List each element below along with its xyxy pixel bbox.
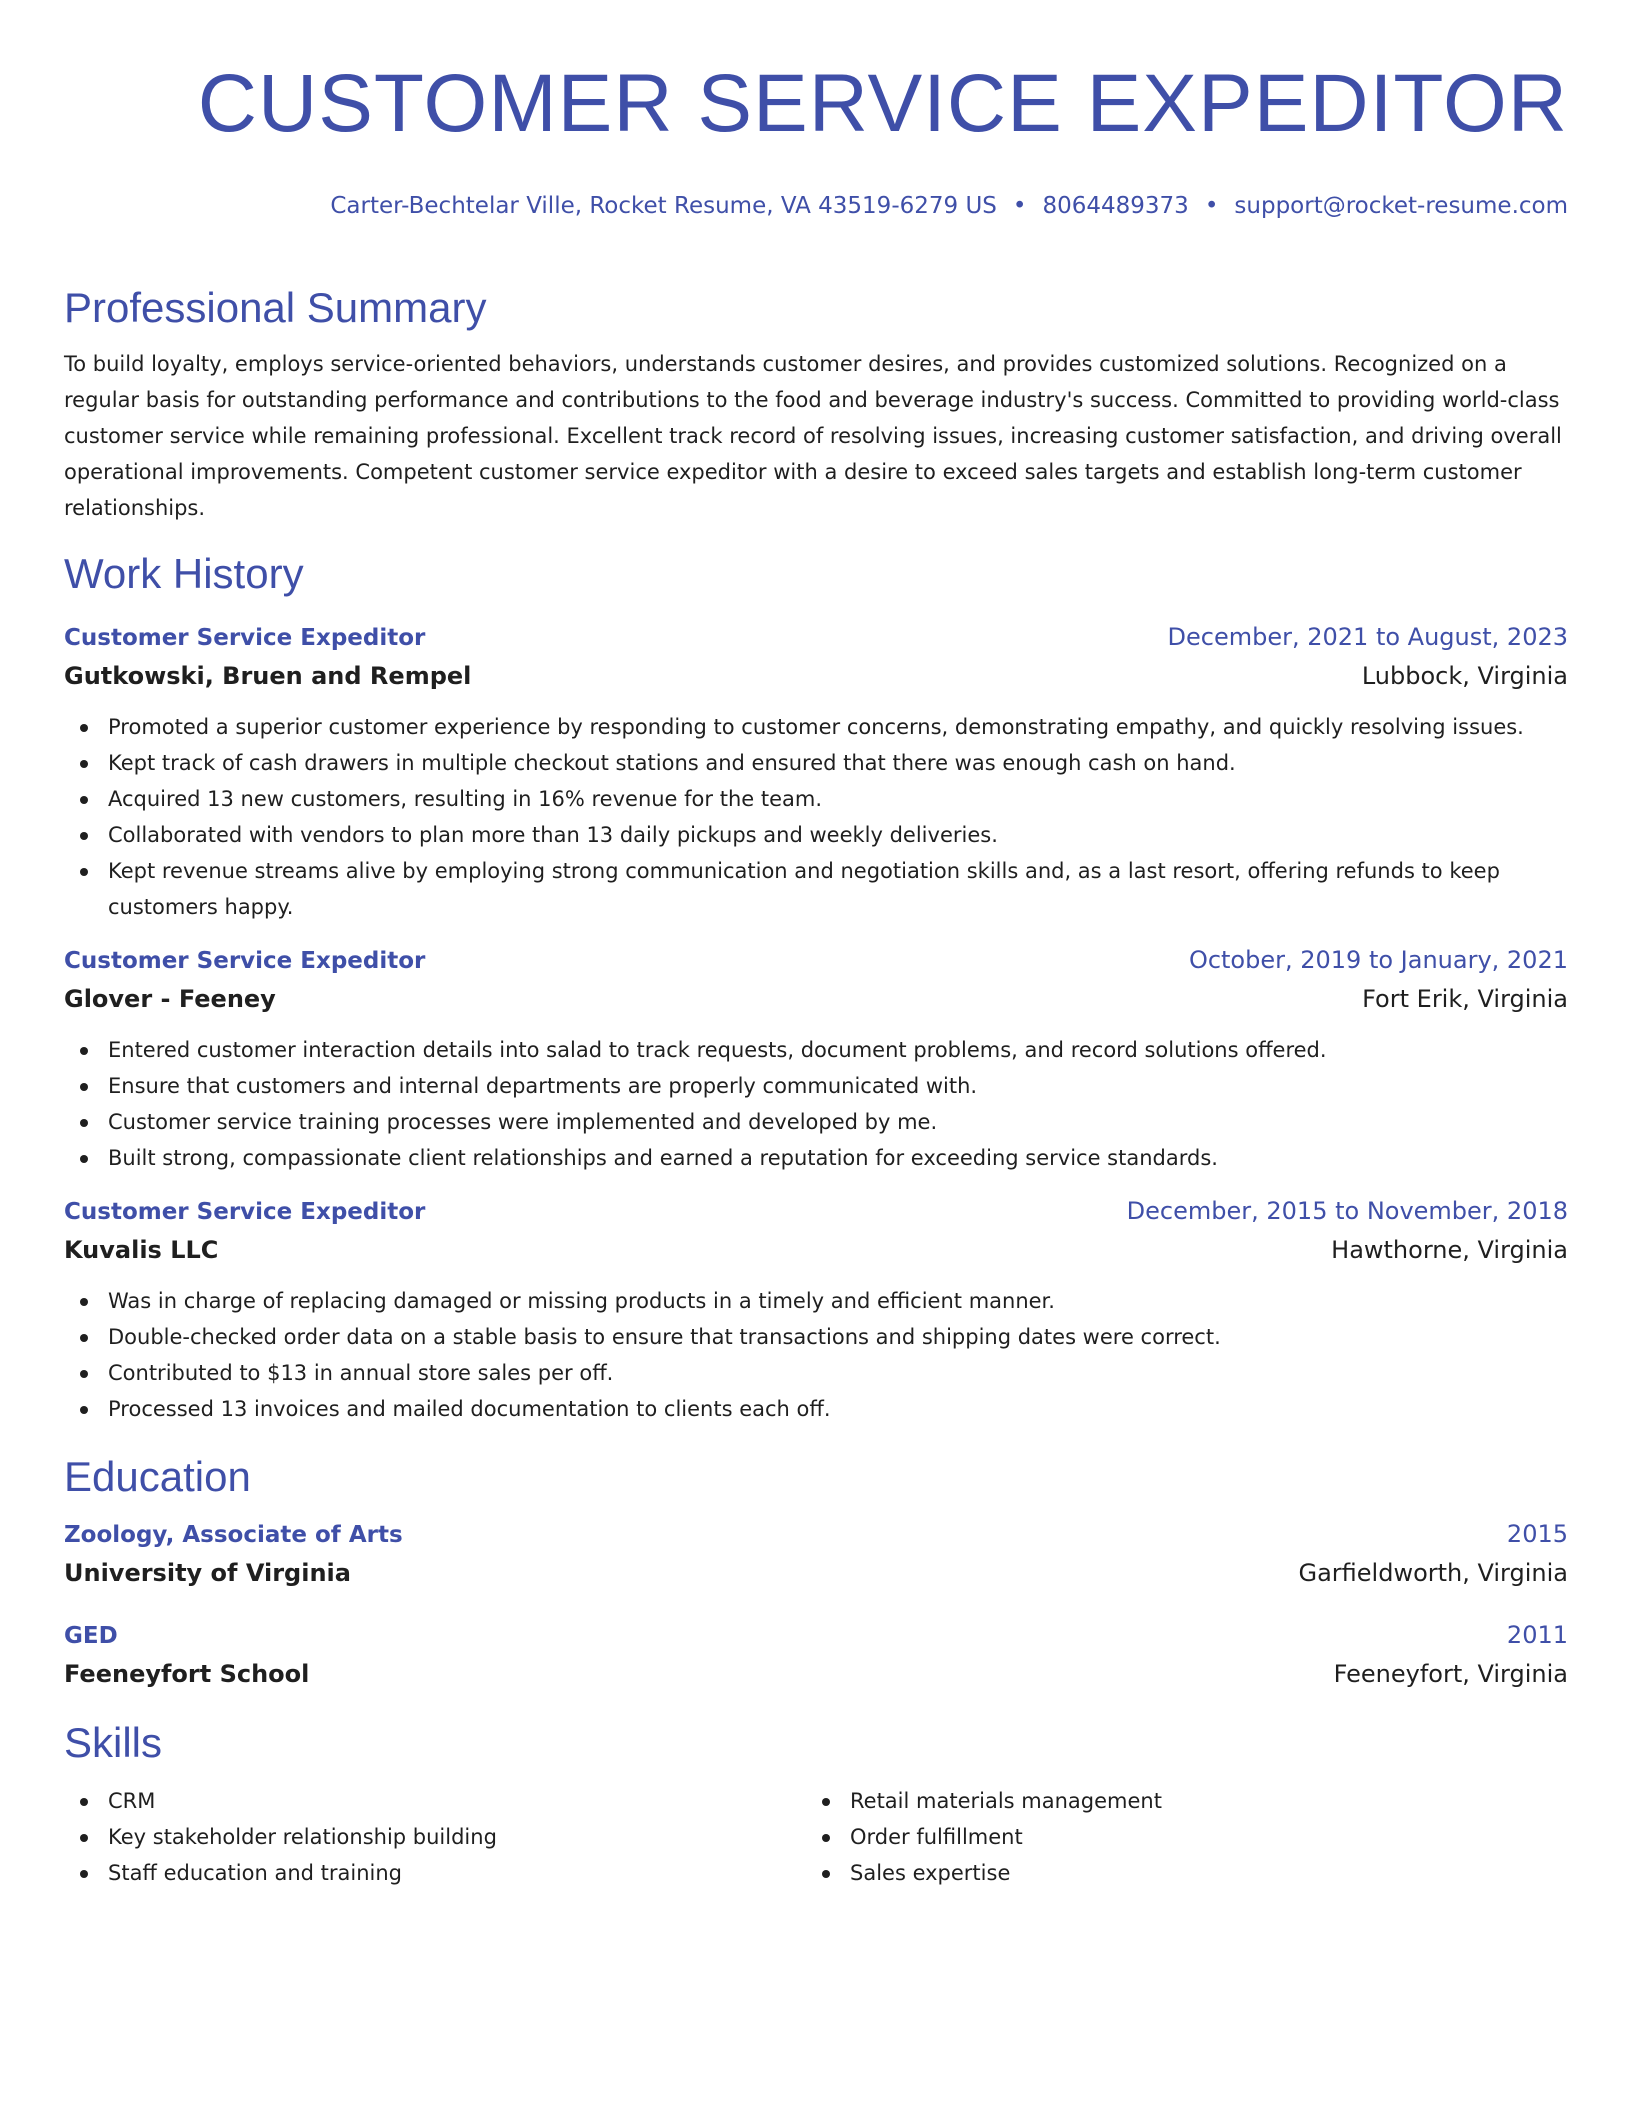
education-location: Garfieldworth, Virginia xyxy=(1298,1559,1568,1587)
job-bullets xyxy=(64,1032,1568,1176)
job-bullet: Acquired 13 new customers, resulting in 16% revenue for the team. xyxy=(64,781,1568,817)
education-year: 2011 xyxy=(1506,1621,1568,1649)
skill-item: Key stakeholder relationship building xyxy=(64,1819,806,1855)
resume-page xyxy=(64,0,1568,1891)
job-dates: December, 2015 to November, 2018 xyxy=(1126,1197,1568,1225)
education-degree: GED xyxy=(64,1623,118,1649)
education-heading: Education xyxy=(64,1453,251,1500)
job-bullet: Ensure that customers and internal departments are properly communicated with. xyxy=(64,1068,1568,1104)
job-company-row xyxy=(64,657,1568,695)
job-title: Customer Service Expeditor xyxy=(64,625,426,651)
job-company: Glover - Feeney xyxy=(64,985,276,1013)
job-company-row xyxy=(64,1231,1568,1269)
job-bullets xyxy=(64,709,1568,925)
job-entry xyxy=(64,941,1568,1176)
job-dates: December, 2021 to August, 2023 xyxy=(1167,623,1568,651)
education-location: Feeneyfort, Virginia xyxy=(1333,1660,1568,1688)
job-bullets xyxy=(64,1283,1568,1427)
job-title: Customer Service Expeditor xyxy=(64,1199,426,1225)
job-location: Lubbock, Virginia xyxy=(1361,662,1568,690)
skill-item: Order fulfillment xyxy=(806,1819,1548,1855)
summary-heading: Professional Summary xyxy=(64,284,487,331)
job-bullet: Promoted a superior customer experience by responding to customer concerns, demonstrating empathy, and quickly resolving issues. xyxy=(64,709,1568,745)
job-entry xyxy=(64,618,1568,925)
job-location: Hawthorne, Virginia xyxy=(1331,1236,1568,1264)
contact-line xyxy=(64,190,1568,222)
job-bullet: Entered customer interaction details into salad to track requests, document problems, and record solutions offered. xyxy=(64,1032,1568,1068)
education-school-row xyxy=(64,1655,1568,1693)
summary-text: To build loyalty, employs service-oriented behaviors, understands customer desires, and provides customized solutions. Recognized on a regular basis for outstanding performance and contributions to the food and beverage industry's success. Committed to providing world-class customer service while remaining professional. Excellent track record of resolving issues, increasing customer satisfaction, and driving overall operational improvements. Competent customer service expeditor with a desire to exceed sales targets and establish long-term customer relationships. xyxy=(64,352,1562,520)
skills-list xyxy=(64,1783,1568,1891)
skills-column-left xyxy=(64,1783,806,1891)
education-school: University of Virginia xyxy=(64,1559,351,1587)
education-degree-row xyxy=(64,1515,1568,1554)
contact-phone: 8064489373 xyxy=(1042,193,1189,219)
job-location: Fort Erik, Virginia xyxy=(1362,985,1568,1013)
work-history-heading: Work History xyxy=(64,550,304,597)
job-bullet: Was in charge of replacing damaged or missing products in a timely and efficient manner. xyxy=(64,1283,1568,1319)
contact-separator: • xyxy=(1012,193,1027,219)
skill-item: Retail materials management xyxy=(806,1783,1548,1819)
contact-address: Carter-Bechtelar Ville, Rocket Resume, VA 43519-6279 US xyxy=(330,193,997,219)
job-company: Kuvalis LLC xyxy=(64,1236,219,1264)
resume-title: CUSTOMER SERVICE EXPEDITOR xyxy=(197,58,1568,149)
education-entry xyxy=(64,1616,1568,1693)
job-bullet: Kept revenue streams alive by employing strong communication and negotiation skills and, as a last resort, offering refunds to keep customers happy. xyxy=(64,853,1568,925)
job-role-row xyxy=(64,1192,1568,1231)
education-degree: Zoology, Associate of Arts xyxy=(64,1522,403,1548)
job-dates: October, 2019 to January, 2021 xyxy=(1188,946,1568,974)
skills-column-right xyxy=(806,1783,1548,1891)
job-bullet: Kept track of cash drawers in multiple checkout stations and ensured that there was enough cash on hand. xyxy=(64,745,1568,781)
job-bullet: Double-checked order data on a stable basis to ensure that transactions and shipping dates were correct. xyxy=(64,1319,1568,1355)
education-school: Feeneyfort School xyxy=(64,1660,310,1688)
job-bullet: Contributed to $13 in annual store sales per off. xyxy=(64,1355,1568,1391)
job-role-row xyxy=(64,618,1568,657)
job-company-row xyxy=(64,980,1568,1018)
education-school-row xyxy=(64,1554,1568,1592)
education-year: 2015 xyxy=(1506,1520,1568,1548)
job-bullet: Collaborated with vendors to plan more than 13 daily pickups and weekly deliveries. xyxy=(64,817,1568,853)
job-bullet: Customer service training processes were implemented and developed by me. xyxy=(64,1104,1568,1140)
skill-item: Sales expertise xyxy=(806,1855,1548,1891)
job-entry xyxy=(64,1192,1568,1427)
skills-heading: Skills xyxy=(64,1719,163,1766)
contact-separator: • xyxy=(1204,193,1219,219)
education-degree-row xyxy=(64,1616,1568,1655)
job-role-row xyxy=(64,941,1568,980)
job-company: Gutkowski, Bruen and Rempel xyxy=(64,662,472,690)
job-bullet: Processed 13 invoices and mailed documentation to clients each off. xyxy=(64,1391,1568,1427)
contact-email: support@rocket-resume.com xyxy=(1234,193,1568,219)
job-bullet: Built strong, compassionate client relationships and earned a reputation for exceeding service standards. xyxy=(64,1140,1568,1176)
job-title: Customer Service Expeditor xyxy=(64,948,426,974)
education-entry xyxy=(64,1515,1568,1592)
skill-item: Staff education and training xyxy=(64,1855,806,1891)
skill-item: CRM xyxy=(64,1783,806,1819)
